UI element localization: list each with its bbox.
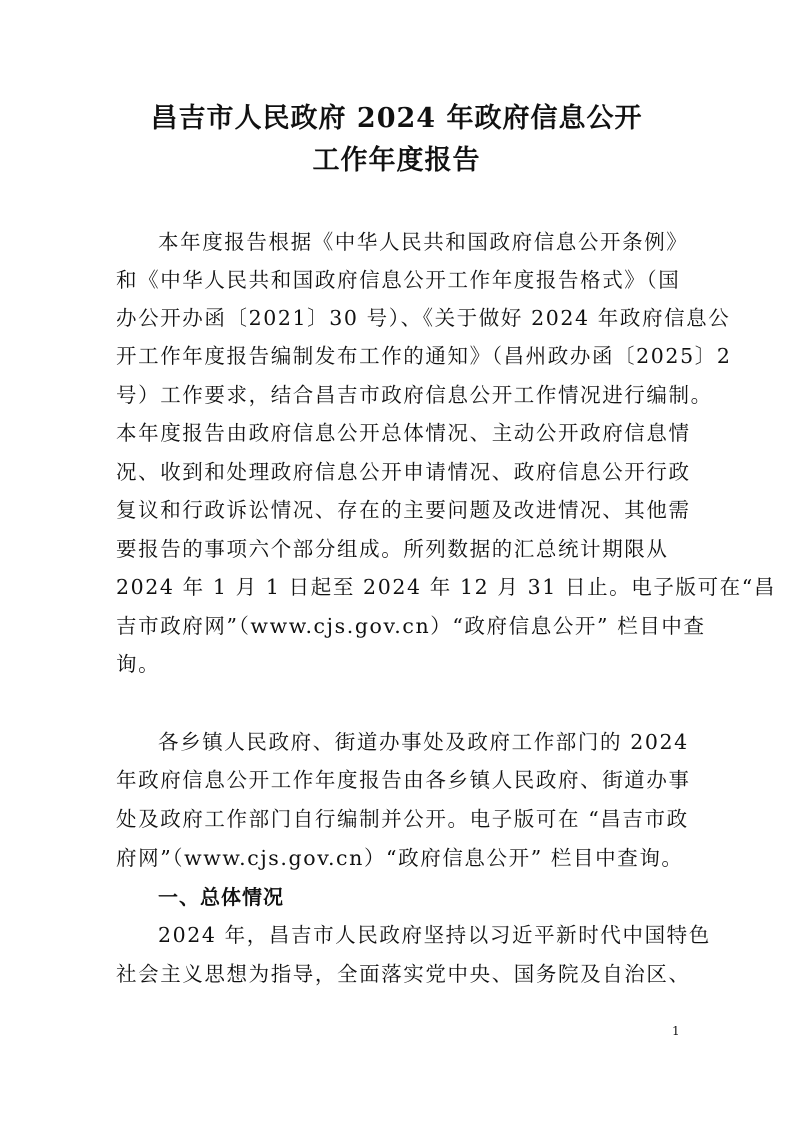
- paragraph-2-line: 年政府信息公开工作年度报告由各乡镇人民政府、街道办事: [116, 768, 691, 792]
- intro-line: 要报告的事项六个部分组成。所列数据的汇总统计期限从: [116, 537, 669, 561]
- intro-line: 办公开办函〔2021〕30 号）、《关于做好 2024 年政府信息公: [116, 306, 731, 330]
- section-1-line: 2024 年，昌吉市人民政府坚持以习近平新时代中国特色: [158, 923, 711, 947]
- intro-line: 和《中华人民共和国政府信息公开工作年度报告格式》（国: [116, 268, 681, 292]
- intro-line: 本年度报告由政府信息公开总体情况、主动公开政府信息情: [116, 421, 691, 445]
- page-number: 1: [672, 1024, 680, 1038]
- section-heading: 一、总体情况: [158, 885, 284, 909]
- report-title-line-2: 工作年度报告: [312, 145, 481, 176]
- intro-line: 复议和行政诉讼情况、存在的主要问题及改进情况、其他需: [116, 498, 691, 522]
- paragraph-2-line: 处及政府工作部门自行编制并公开。电子版可在 “昌吉市政: [116, 807, 689, 831]
- intro-line: 2024 年 1 月 1 日起至 2024 年 12 月 31 日止。电子版可在“昌: [116, 575, 776, 599]
- intro-line: 号）工作要求，结合昌吉市政府信息公开工作情况进行编制。: [116, 383, 713, 407]
- intro-line: 况、收到和处理政府信息公开申请情况、政府信息公开行政: [116, 460, 691, 484]
- report-title-line-1: 昌吉市人民政府 2024 年政府信息公开: [150, 103, 643, 134]
- intro-line: 吉市政府网”（www.cjs.gov.cn）“政府信息公开” 栏目中查: [116, 614, 706, 638]
- paragraph-2-line: 府网”（www.cjs.gov.cn）“政府信息公开” 栏目中查询。: [116, 846, 684, 870]
- intro-line: 开工作年度报告编制发布工作的通知》（昌州政办函〔2025〕2: [116, 344, 732, 368]
- intro-line: 询。: [116, 652, 161, 676]
- paragraph-2-line: 各乡镇人民政府、街道办事处及政府工作部门的 2024: [158, 730, 689, 754]
- intro-line: 本年度报告根据《中华人民共和国政府信息公开条例》: [158, 230, 689, 254]
- section-1-line: 社会主义思想为指导，全面落实党中央、国务院及自治区、: [116, 962, 691, 986]
